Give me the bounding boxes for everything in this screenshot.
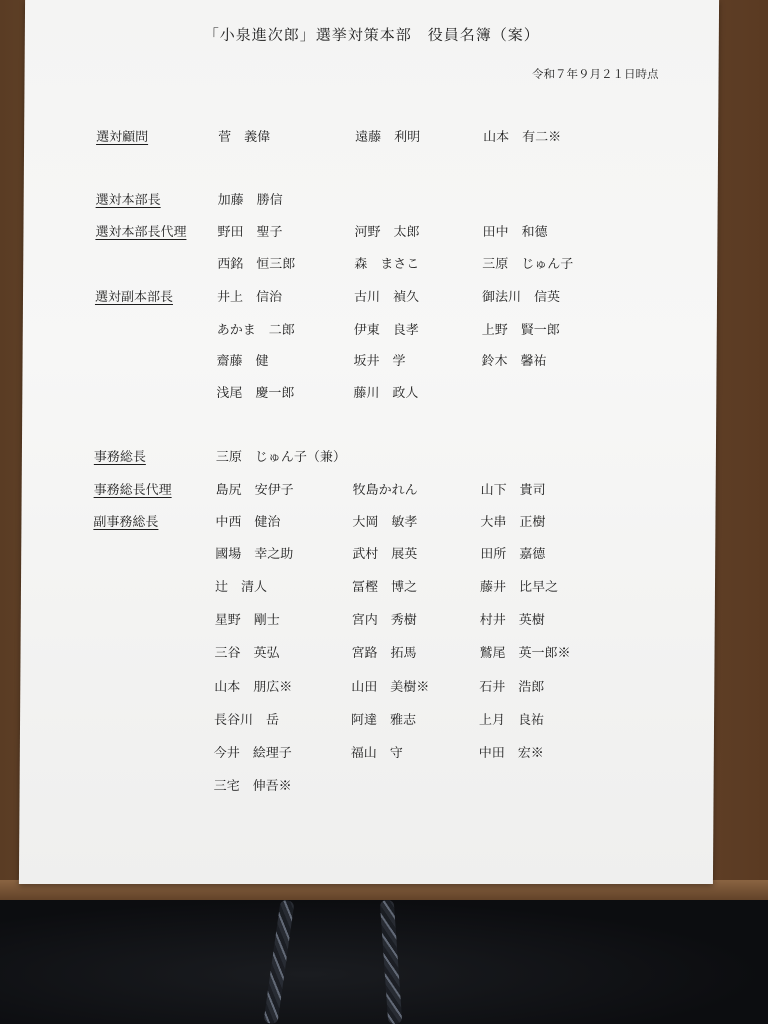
- member-name: 中田 宏※: [478, 746, 544, 761]
- member-name: 山本 有二※: [483, 130, 562, 145]
- section-label-vice-secretary: 副事務総長: [93, 515, 159, 530]
- member-name: 上野 賢一郎: [481, 323, 560, 338]
- member-name: 牧島かれん: [352, 483, 418, 498]
- member-name: 三谷 英弘: [214, 646, 280, 661]
- member-name: 宮路 拓馬: [351, 646, 417, 661]
- member-name: あかま 二郎: [216, 323, 295, 338]
- member-name: 星野 剛士: [214, 613, 280, 628]
- member-name: 武村 展英: [352, 547, 418, 562]
- document-page: [19, 0, 719, 884]
- member-name: 田中 和德: [482, 225, 548, 240]
- member-name: 森 まさこ: [354, 257, 420, 272]
- member-name: 藤井 比早之: [479, 580, 559, 595]
- member-name: 村井 英樹: [479, 613, 545, 628]
- member-name: 大串 正樹: [480, 515, 546, 530]
- member-name: 加藤 勝信: [217, 193, 283, 208]
- member-name: 三宅 伸吾※: [213, 779, 292, 794]
- section-label-deputy-secretary: 事務総長代理: [93, 483, 172, 498]
- member-name: 御法川 信英: [481, 290, 561, 305]
- member-name: 辻 清人: [214, 580, 268, 595]
- member-name: 今井 絵理子: [213, 746, 292, 761]
- member-name: 三原 じゅん子: [482, 257, 574, 272]
- member-name: 福山 守: [350, 746, 403, 761]
- member-name: 古川 禎久: [353, 290, 420, 305]
- member-name: 島尻 安伊子: [215, 483, 294, 498]
- section-label-chief: 選対本部長: [95, 193, 161, 208]
- member-name: 田所 嘉德: [480, 547, 546, 562]
- member-name: 山下 貴司: [480, 483, 546, 498]
- member-name: 野田 聖子: [217, 225, 283, 240]
- member-name: 坂井 学: [353, 354, 406, 369]
- member-name: 石井 浩郎: [479, 680, 545, 695]
- member-name: 齋藤 健: [216, 354, 269, 369]
- member-name: 鈴木 馨祐: [481, 354, 547, 369]
- member-name: 西銘 恒三郎: [217, 257, 296, 272]
- member-name: 阿達 雅志: [351, 713, 417, 728]
- member-name: 鷲尾 英一郎※: [479, 646, 571, 661]
- member-name: 浅尾 慶一郎: [216, 386, 295, 401]
- member-name: 長谷川 岳: [214, 713, 280, 728]
- section-label-deputy-chief: 選対本部長代理: [95, 225, 187, 240]
- section-label-vice-chief: 選対副本部長: [94, 290, 174, 305]
- member-name: 山本 朋広※: [214, 680, 293, 695]
- member-name: 河野 太郎: [354, 225, 420, 240]
- member-name: 冨樫 博之: [351, 580, 418, 595]
- member-name: 三原 じゅん子（兼）: [215, 450, 346, 465]
- document-date: 令和７年９月２１日時点: [532, 67, 659, 81]
- member-name: 遠藤 利明: [355, 130, 421, 145]
- document-title: 「小泉進次郎」選挙対策本部 役員名簿（案）: [203, 26, 540, 44]
- member-name: 井上 信治: [216, 290, 283, 305]
- member-name: 國場 幸之助: [215, 547, 294, 562]
- member-name: 藤川 政人: [353, 386, 419, 401]
- member-name: 宮内 秀樹: [351, 613, 417, 628]
- member-name: 山田 美樹※: [351, 680, 430, 695]
- section-label-advisor: 選対顧問: [96, 130, 149, 145]
- member-name: 中西 健治: [215, 515, 281, 530]
- member-name: 大岡 敏孝: [352, 515, 418, 530]
- member-name: 上月 良祐: [479, 713, 545, 728]
- member-name: 伊東 良孝: [353, 323, 419, 338]
- section-label-secretary-general: 事務総長: [93, 450, 146, 465]
- member-name: 菅 義偉: [218, 130, 271, 145]
